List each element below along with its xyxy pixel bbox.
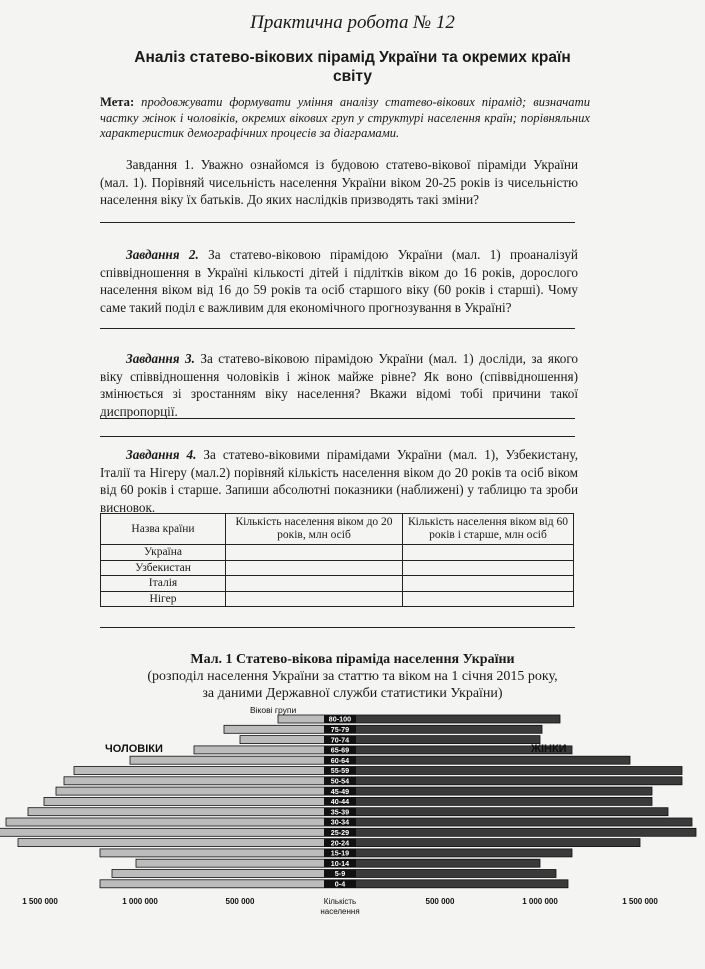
age-group-label: 20-24 bbox=[330, 838, 350, 848]
female-bar bbox=[340, 767, 682, 775]
male-bar bbox=[112, 870, 340, 878]
x-tick-label: 1 500 000 bbox=[22, 897, 58, 907]
table-cell-input[interactable] bbox=[226, 591, 403, 607]
male-bar bbox=[130, 756, 340, 764]
task-2-text: За статево-віковою пірамідою України (мал. 1) проаналізуй співвідношення в Україні кількості дітей і підлітків віком до 16 років, дорослого населення віком від 16 до 59 років та осіб старшого віку (60 років і старші). Чому саме такий поділ є важливим для економічного прогнозування в Україні? bbox=[100, 247, 578, 315]
task-3-text: За статево-віковою пірамідою України (мал. 1) досліди, за якого віку співвідношення чоловіків і жінок майже рівне? Як воно (співвідношення) змінюється зі зростанням віку населення? Вкажи відомі тобі причини такої диспропорції. bbox=[100, 351, 579, 419]
goal-label: Мета: bbox=[100, 95, 135, 109]
male-bar bbox=[74, 767, 340, 775]
table-cell-country: Італія bbox=[101, 576, 226, 592]
table-cell-country: Україна bbox=[101, 545, 226, 561]
table-header-row bbox=[101, 514, 574, 545]
male-bar bbox=[18, 839, 340, 847]
age-group-label: 55-59 bbox=[330, 766, 350, 776]
age-group-label: 10-14 bbox=[330, 858, 350, 868]
task-2-label: Завдання 2. bbox=[126, 247, 199, 262]
age-group-label: 0-4 bbox=[334, 879, 346, 889]
answer-line[interactable] bbox=[100, 328, 575, 329]
age-group-label: 35-39 bbox=[330, 807, 350, 817]
table-row bbox=[101, 560, 574, 576]
answer-table bbox=[100, 513, 574, 607]
answer-line[interactable] bbox=[100, 436, 575, 437]
table-header: Назва країни bbox=[101, 514, 226, 545]
x-axis-label-line-1: Кількість bbox=[323, 897, 357, 907]
male-bar bbox=[6, 818, 340, 826]
female-bar bbox=[340, 870, 556, 878]
task-3 bbox=[100, 350, 578, 420]
female-bar bbox=[340, 756, 630, 764]
table-cell-input[interactable] bbox=[403, 545, 574, 561]
male-bar bbox=[100, 849, 340, 857]
goal-paragraph bbox=[100, 95, 590, 142]
task-1-label: Завдання 1. bbox=[126, 157, 194, 172]
female-bar bbox=[340, 715, 560, 723]
male-bar bbox=[194, 746, 340, 754]
task-3-label: Завдання 3. bbox=[126, 351, 195, 366]
x-tick-label: 500 000 bbox=[225, 897, 255, 907]
table-cell-input[interactable] bbox=[403, 576, 574, 592]
male-label: ЧОЛОВІКИ bbox=[105, 743, 163, 755]
female-bar bbox=[340, 818, 692, 826]
task-1-text: Уважно ознайомся із будовою статево-вікової піраміди України (мал. 1). Порівняй чисельність населення України віком 20-25 років із чисельністю населення віку їх батьків. До яких наслідків призводять такі зміни? bbox=[100, 157, 578, 207]
table-row bbox=[101, 545, 574, 561]
table-cell-input[interactable] bbox=[403, 591, 574, 607]
work-title: Практична робота № 12 bbox=[250, 12, 455, 33]
age-group-label: 40-44 bbox=[330, 797, 350, 807]
table-cell-input[interactable] bbox=[226, 576, 403, 592]
age-group-label: 75-79 bbox=[330, 725, 350, 734]
task-4-label: Завдання 4. bbox=[126, 447, 197, 462]
age-group-label: 30-34 bbox=[330, 817, 350, 827]
goal-text: продовжувати формувати уміння аналізу статево-вікових пірамід; визначати частку жінок і чоловіків, окремих вікових груп у структурі населення країн; порівняльних характеристик демографічних процесів за діаграмами. bbox=[100, 95, 590, 140]
table-cell-input[interactable] bbox=[403, 560, 574, 576]
female-bar bbox=[340, 777, 682, 785]
female-bar bbox=[340, 808, 668, 816]
male-bar bbox=[0, 828, 340, 836]
table-header: Кількість населення віком від 60 років і старше, млн осіб bbox=[403, 514, 574, 545]
female-bar bbox=[340, 787, 652, 795]
age-axis-label: Вікові групи bbox=[250, 705, 297, 715]
x-tick-label: 1 000 000 bbox=[522, 897, 558, 907]
age-group-label: 25-29 bbox=[330, 828, 350, 837]
male-bar bbox=[136, 859, 340, 867]
main-title: Аналіз статево-вікових пірамід України та окремих країн світу bbox=[134, 49, 571, 85]
age-group-label: 60-64 bbox=[330, 755, 350, 765]
task-1 bbox=[100, 156, 578, 209]
figure-title: Мал. 1 Статево-вікова піраміда населення України bbox=[190, 652, 515, 667]
female-bar bbox=[340, 725, 542, 733]
male-bar bbox=[100, 880, 340, 888]
x-axis-label-line-2: населення bbox=[320, 907, 360, 917]
figure-subtitle-2: за даними Державної служби статистики України) bbox=[202, 686, 503, 701]
male-bar bbox=[44, 797, 340, 805]
female-bar bbox=[340, 797, 652, 805]
table-cell-input[interactable] bbox=[226, 545, 403, 561]
female-label: ЖІНКИ bbox=[531, 743, 567, 755]
age-group-label: 15-19 bbox=[330, 848, 350, 858]
age-group-label: 70-74 bbox=[330, 735, 350, 745]
male-bar bbox=[56, 787, 340, 795]
figure-caption bbox=[80, 651, 625, 702]
female-bar bbox=[340, 859, 540, 867]
female-bar bbox=[340, 736, 540, 744]
female-bar bbox=[340, 849, 572, 857]
x-tick-label: 1 000 000 bbox=[122, 897, 158, 907]
x-tick-label: 500 000 bbox=[425, 897, 455, 907]
table-cell-country: Узбекистан bbox=[101, 560, 226, 576]
male-bar bbox=[28, 808, 340, 816]
population-pyramid-chart bbox=[0, 700, 705, 930]
table-cell-input[interactable] bbox=[226, 560, 403, 576]
task-4 bbox=[100, 446, 578, 516]
age-group-label: 50-54 bbox=[330, 776, 350, 786]
figure-subtitle-1: (розподіл населення України за статтю та віком на 1 січня 2015 року, bbox=[147, 669, 558, 684]
table-row bbox=[101, 591, 574, 607]
age-group-label: 65-69 bbox=[330, 745, 350, 755]
task-2 bbox=[100, 246, 578, 316]
female-bar bbox=[340, 839, 640, 847]
x-tick-label: 1 500 000 bbox=[622, 897, 658, 907]
age-group-label: 80-100 bbox=[328, 714, 352, 724]
table-cell-country: Нігер bbox=[101, 591, 226, 607]
age-group-label: 45-49 bbox=[330, 786, 350, 796]
task-4-text: За статево-віковими пірамідами України (мал. 1), Узбекистану, Італії та Нігеру (мал.2) порівняй кількість населення віком до 20 років та осіб віком від 60 років і старше. Запиши абсолютні показники (наближені) у таблицю та зроби висновок. bbox=[100, 447, 578, 515]
female-bar bbox=[340, 880, 568, 888]
answer-line[interactable] bbox=[100, 222, 575, 223]
answer-line[interactable] bbox=[100, 418, 575, 419]
age-group-label: 5-9 bbox=[334, 869, 346, 879]
answer-line[interactable] bbox=[100, 627, 575, 628]
male-bar bbox=[224, 725, 340, 733]
male-bar bbox=[64, 777, 340, 785]
female-bar bbox=[340, 828, 696, 836]
table-row bbox=[101, 576, 574, 592]
table-header: Кількість населення віком до 20 років, млн осіб bbox=[226, 514, 403, 545]
